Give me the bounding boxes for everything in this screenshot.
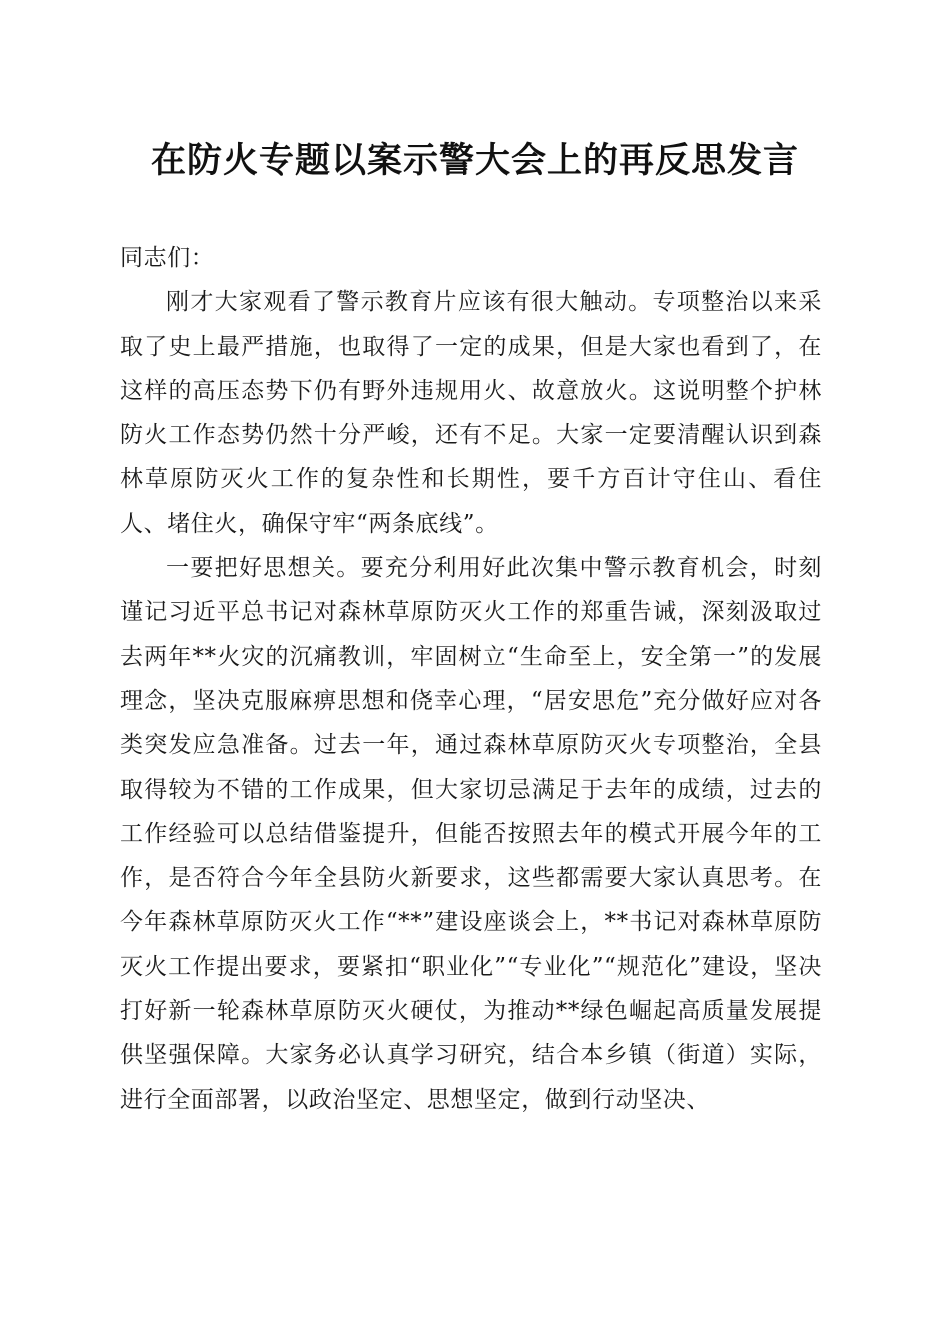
document-body: [120, 236, 822, 1122]
salutation: 同志们：: [120, 245, 215, 271]
document-title: 在防火专题以案示警大会上的再反思发言: [150, 140, 799, 181]
paragraph-point-one: 一要把好思想关。要充分利用好此次集中警示教育机会，时刻谨记习近平总书记对森林草原防灭火工作的郑重告诫，深刻汲取过去两年**火灾的沉痛教训，牢固树立“生命至上，安全第一”的发展理念，坚决克服麻痹思想和侥幸心理，“居安思危”充分做好应对各类突发应急准备。过去一年，通过森林草原防灭火专项整治，全县取得较为不错的工作成果，但大家切忌满足于去年的成绩，过去的工作经验可以总结借鉴提升，但能否按照去年的模式开展今年的工作，是否符合今年全县防火新要求，这些都需要大家认真思考。在今年森林草原防灭火工作“**”建设座谈会上，**书记对森林草原防灭火工作提出要求，要紧扣“职业化”“专业化”“规范化”建设，坚决打好新一轮森林草原防灭火硬仗，为推动**绿色崛起高质量发展提供坚强保障。大家务必认真学习研究，结合本乡镇（街道）实际，进行全面部署，以政治坚定、思想坚定，做到行动坚决、: [120, 555, 822, 1113]
paragraph-intro: 刚才大家观看了警示教育片应该有很大触动。专项整治以来采取了史上最严措施，也取得了一定的成果，但是大家也看到了，在这样的高压态势下仍有野外违规用火、故意放火。这说明整个护林防火工作态势仍然十分严峻，还有不足。大家一定要清醒认识到森林草原防灭火工作的复杂性和长期性，要千方百计守住山、看住人、堵住火，确保守牢“两条底线”。: [120, 289, 822, 537]
